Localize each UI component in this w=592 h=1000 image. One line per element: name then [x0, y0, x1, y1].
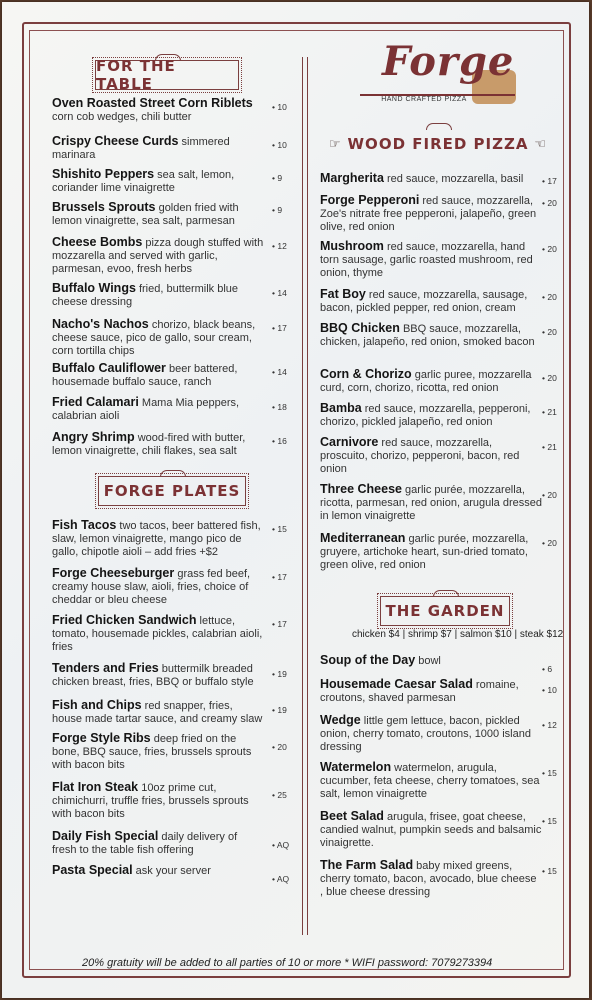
menu-item-price: • 20	[542, 538, 557, 548]
menu-item-price: • 15	[542, 816, 557, 826]
menu-item-price: • 12	[542, 720, 557, 730]
menu-item-description: 10oz prime cut, chimichurri, truffle fries, brussels sprouts with bacon bits	[52, 782, 249, 820]
menu-item-description: corn cob wedges, chili butter	[52, 111, 192, 123]
menu-item-name: Margherita	[320, 171, 384, 185]
menu-item	[320, 322, 542, 349]
menu-item	[52, 362, 264, 389]
menu-item-price: • 17	[542, 176, 557, 186]
menu-item-description: golden fried with lemon vinaigrette, sea salt, parmesan	[52, 202, 239, 227]
menu-item-description: lettuce, tomato, housemade pickles, calabrian aioli, fries	[52, 615, 263, 653]
section-wood-fired-pizza-label: WOOD FIRED PIZZA	[347, 135, 529, 153]
menu-item-name: Flat Iron Steak	[52, 780, 139, 794]
menu-item-description: beer battered, housemade buffalo sauce, ranch	[52, 363, 238, 388]
menu-item	[52, 662, 264, 689]
menu-item-description: red sauce, mozzarella, Zoe's nitrate free pepperoni, jalapeño, green olive, red onion	[320, 195, 537, 233]
menu-item-price: • 9	[272, 173, 283, 183]
menu-item-price: • 14	[272, 367, 287, 377]
menu-item	[52, 201, 264, 228]
pointing-hand-left-icon: ☞	[328, 136, 342, 152]
menu-item-name: Fried Chicken Sandwich	[52, 613, 197, 627]
menu-item-description: bowl	[415, 655, 441, 667]
menu-item	[320, 436, 542, 476]
menu-item-description: sea salt, lemon, coriander lime vinaigrette	[52, 169, 235, 194]
menu-item-name: Fried Calamari	[52, 395, 139, 409]
menu-item	[52, 864, 264, 878]
menu-item-price: • 14	[272, 288, 287, 298]
menu-item	[320, 532, 542, 572]
menu-item	[52, 135, 264, 162]
menu-item	[52, 614, 264, 654]
menu-item-name: Watermelon	[320, 760, 392, 774]
menu-item-price: • 20	[272, 742, 287, 752]
menu-item	[320, 402, 542, 429]
menu-item-name: Housemade Caesar Salad	[320, 677, 473, 691]
menu-item-price: • 17	[272, 323, 287, 333]
menu-item-price: • 15	[542, 768, 557, 778]
menu-item-name: Fat Boy	[320, 287, 366, 301]
menu-item-description: garlic purée, mozzarella, gruyere, artichoke heart, sun-dried tomato, green olive, red onion	[320, 533, 529, 571]
menu-item	[320, 761, 542, 801]
section-forge-plates: FORGE PLATES	[98, 476, 246, 506]
menu-item-description: garlic purée, mozzarella, ricotta, parmesan, red onion, arugula dressed in lemon vinaigrette	[320, 484, 542, 522]
footer-note: 20% gratuity will be added to all parties of 10 or more * WIFI password: 7079273394	[82, 957, 493, 969]
menu-item-name: Soup of the Day	[320, 653, 416, 667]
menu-item-description: garlic puree, mozzarella curd, corn, chorizo, ricotta, red onion	[320, 369, 532, 394]
menu-item-price: • 10	[272, 102, 287, 112]
menu-item	[52, 519, 264, 559]
menu-item	[52, 699, 264, 726]
menu-item-name: Buffalo Wings	[52, 281, 136, 295]
menu-item-name: Buffalo Cauliflower	[52, 361, 166, 375]
menu-item-description: arugula, frisee, goat cheese, candied walnut, pumpkin seeds and balsamic vinaigrette.	[320, 811, 542, 849]
menu-item	[320, 654, 542, 668]
pointing-hand-right-icon: ☜	[534, 136, 548, 152]
menu-item	[320, 859, 542, 899]
menu-item-name: Beet Salad	[320, 809, 384, 823]
garden-addons: chicken $4 | shrimp $7 | salmon $10 | steak $12	[352, 629, 564, 640]
menu-item-price: • 21	[542, 442, 557, 452]
menu-item-price: • 25	[272, 790, 287, 800]
menu-item-price: • 10	[542, 685, 557, 695]
menu-item-description: watermelon, arugula, cucumber, feta cheese, cherry tomatoes, sea salt, lemon vinaigrette	[320, 762, 540, 800]
menu-item-price: • 19	[272, 705, 287, 715]
menu-item-price: • 20	[542, 292, 557, 302]
menu-item-name: Forge Style Ribs	[52, 731, 151, 745]
menu-item-description: deep fried on the bone, BBQ sauce, fries, brussels sprouts with bacon bits	[52, 733, 252, 771]
menu-item-name: Cheese Bombs	[52, 235, 143, 249]
menu-item-name: The Farm Salad	[320, 858, 414, 872]
section-the-garden: THE GARDEN	[380, 596, 510, 626]
menu-item-name: Forge Cheeseburger	[52, 566, 175, 580]
menu-item-name: Nacho's Nachos	[52, 317, 149, 331]
menu-item-price: • 12	[272, 241, 287, 251]
menu-item-name: Shishito Peppers	[52, 167, 155, 181]
menu-item-name: Wedge	[320, 713, 361, 727]
menu-item-price: • 15	[542, 866, 557, 876]
menu-item-name: Forge Pepperoni	[320, 193, 420, 207]
menu-item-price: • 21	[542, 407, 557, 417]
menu-item-name: Mushroom	[320, 239, 384, 253]
menu-item	[52, 168, 264, 195]
menu-item-name: Fish and Chips	[52, 698, 142, 712]
menu-item-description: ask your server	[132, 865, 211, 877]
menu-item	[320, 368, 542, 395]
menu-item-description: Mama Mia peppers, calabrian aioli	[52, 397, 240, 422]
menu-item-price: • 16	[272, 436, 287, 446]
menu-item	[52, 97, 264, 124]
menu-item-name: Daily Fish Special	[52, 829, 159, 843]
menu-item	[320, 483, 542, 523]
menu-item	[52, 282, 264, 309]
menu-item-name: Bamba	[320, 401, 362, 415]
menu-item-price: • 20	[542, 327, 557, 337]
menu-item-price: • 17	[272, 619, 287, 629]
menu-item-name: Corn & Chorizo	[320, 367, 412, 381]
section-for-the-table: FOR THE TABLE	[95, 60, 239, 90]
menu-item	[52, 318, 264, 358]
menu-item	[52, 431, 264, 458]
menu-item	[320, 288, 542, 315]
menu-item-name: Brussels Sprouts	[52, 200, 156, 214]
menu-item	[52, 732, 264, 772]
menu-item-price: • 18	[272, 402, 287, 412]
menu-item	[320, 678, 542, 705]
menu-item-name: Tenders and Fries	[52, 661, 159, 675]
menu-item-description: daily delivery of fresh to the table fish offering	[52, 831, 238, 856]
menu-item	[52, 236, 264, 276]
logo-wordmark: Forge	[382, 38, 515, 85]
menu-item	[320, 714, 542, 754]
logo-tagline: HAND CRAFTED PIZZA	[381, 96, 467, 103]
menu-item-description: BBQ sauce, mozzarella, chicken, jalapeño, red onion, smoked bacon	[320, 323, 535, 348]
menu-item	[320, 194, 542, 234]
menu-item-price: • AQ	[272, 840, 290, 850]
menu-item-description: buttermilk breaded chicken breast, fries, BBQ or buffalo style	[52, 663, 254, 688]
menu-item	[52, 396, 264, 423]
menu-item-price: • 17	[272, 572, 287, 582]
menu-item-description: red sauce, mozzarella, basil	[383, 173, 524, 185]
menu-item-name: Pasta Special	[52, 863, 133, 877]
menu-item	[52, 781, 264, 821]
menu-item-name: Oven Roasted Street Corn Riblets	[52, 96, 253, 110]
menu-item-description: red snapper, fries, house made tartar sauce, and creamy slaw	[52, 700, 263, 725]
menu-item-description: fried, buttermilk blue cheese dressing	[52, 283, 239, 308]
menu-item-description: red sauce, mozzarella, pepperoni, chorizo, pickled jalapeño, red onion	[320, 403, 531, 428]
menu-item-price: • 20	[542, 244, 557, 254]
menu-item-price: • 20	[542, 198, 557, 208]
menu-item-price: • 20	[542, 490, 557, 500]
menu-item-price: • 20	[542, 373, 557, 383]
menu-item-description: baby mixed greens, cherry tomato, bacon, avocado, blue cheese , blue cheese dressing	[320, 860, 537, 898]
menu-item-name: Angry Shrimp	[52, 430, 135, 444]
menu-item	[320, 810, 542, 850]
menu-item-price: • 6	[542, 664, 553, 674]
menu-item-description: romaine, croutons, shaved parmesan	[320, 679, 519, 704]
menu-item-description: pizza dough stuffed with mozzarella and served with garlic, parmesan, evoo, fresh herbs	[52, 237, 264, 275]
menu-item-description: wood-fired with butter, lemon vinaigrette, chili flakes, sea salt	[52, 432, 246, 457]
menu-item-description: two tacos, beer battered fish, slaw, lemon vinaigrette, mango pico de gallo, chipotle aioli – add fries +$2	[52, 520, 261, 558]
menu-item-name: Carnivore	[320, 435, 379, 449]
menu-item-description: chorizo, black beans, cheese sauce, pico de gallo, sour cream, corn tortilla chips	[52, 319, 256, 357]
menu-item-price: • 19	[272, 669, 287, 679]
menu-paper	[2, 2, 589, 998]
menu-item-price: • 15	[272, 524, 287, 534]
menu-item-price: • 10	[272, 140, 287, 150]
menu-item-description: grass fed beef, creamy house slaw, aioli, fries, choice of cheddar or bleu cheese	[52, 568, 251, 606]
menu-item-name: Three Cheese	[320, 482, 402, 496]
menu-item-description: simmered marinara	[52, 136, 230, 161]
menu-item-name: Fish Tacos	[52, 518, 117, 532]
menu-item-price: • AQ	[272, 874, 290, 884]
menu-item	[320, 240, 542, 280]
menu-item-description: little gem lettuce, bacon, pickled onion, cherry tomato, croutons, 1000 island dressing	[320, 715, 531, 753]
column-divider	[302, 57, 308, 935]
menu-item-price: • 9	[272, 205, 283, 215]
menu-item-name: Mediterranean	[320, 531, 406, 545]
section-wood-fired-pizza	[324, 130, 552, 158]
menu-item-description: red sauce, mozzarella, hand torn sausage, garlic roasted mushroom, red onion, thyme	[320, 241, 533, 279]
menu-item	[320, 172, 542, 186]
menu-item-name: BBQ Chicken	[320, 321, 400, 335]
menu-item	[52, 567, 264, 607]
menu-item	[52, 830, 264, 857]
menu-item-description: red sauce, mozzarella, sausage, bacon, pickled pepper, red onion, cream	[320, 289, 528, 314]
menu-item-description: red sauce, mozzarella, proscuito, chorizo, pepperoni, bacon, red onion	[320, 437, 520, 475]
menu-item-name: Crispy Cheese Curds	[52, 134, 179, 148]
